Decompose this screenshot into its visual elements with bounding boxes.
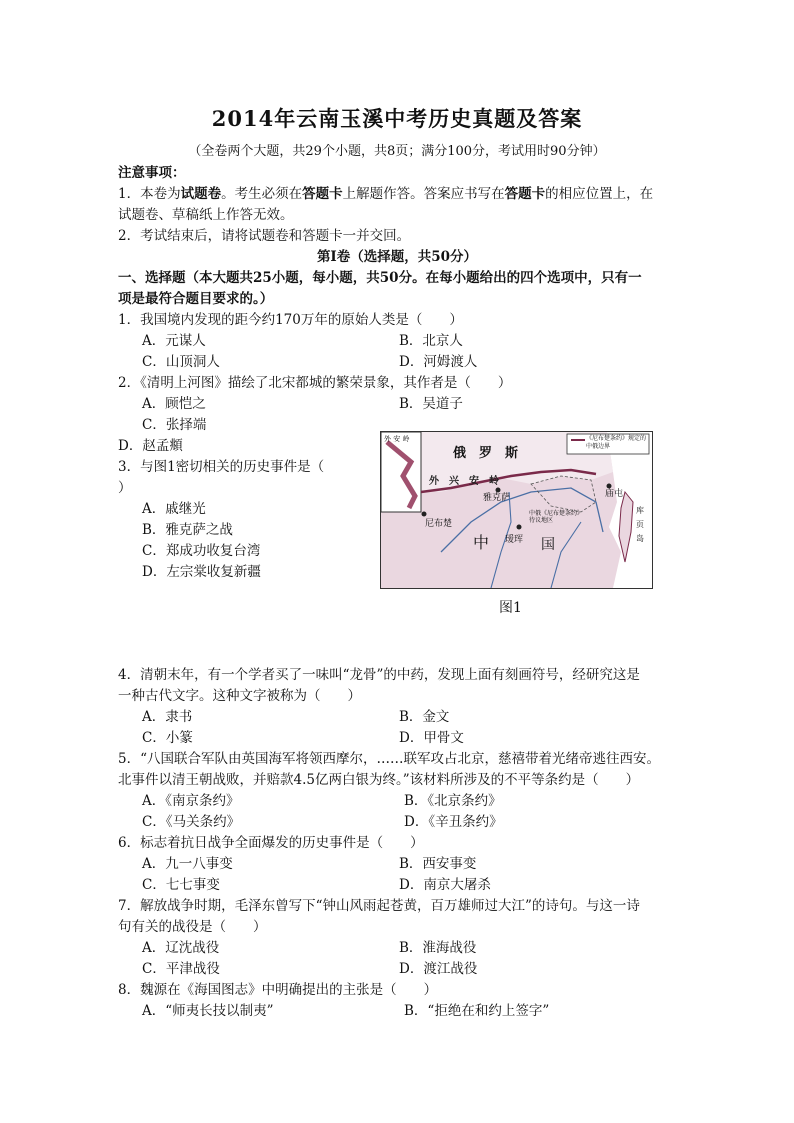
map-label-aihui: 瑷珲 <box>505 535 524 545</box>
q6-option-b: B．西安事变 <box>399 856 477 872</box>
q1-option-a: A．元谋人 <box>142 333 206 349</box>
q2-option-a: A．顾恺之 <box>142 396 206 412</box>
q5-option-d: D．《辛丑条约》 <box>404 814 503 830</box>
q6-option-a: A．九一八事变 <box>142 856 233 872</box>
page-title: 2014年云南玉溪中考历史真题及答案 <box>211 106 583 131</box>
q4-option-d: D．甲骨文 <box>399 730 464 746</box>
map-label-disputed: 中俄《尼布楚条约》待议地区 <box>529 510 581 524</box>
map-label-china-1: 中 <box>473 533 490 552</box>
q8-option-a: A．“师夷长技以制夷” <box>142 1003 274 1019</box>
q4-option-c: C．小篆 <box>142 730 193 746</box>
q3-option-a: A．戚继光 <box>142 501 206 517</box>
q2-option-c: C．张择端 <box>142 417 207 433</box>
figure-1-caption: 图1 <box>499 600 522 616</box>
map-label-russia: 俄 罗 斯 <box>453 446 519 461</box>
question-2: 2．《清明上河图》描绘了北宋都城的繁荣景象，其作者是（ ） <box>118 375 512 391</box>
map-label-china-2: 国 <box>541 537 555 553</box>
q5-option-c: C．《马关条约》 <box>142 814 241 830</box>
question-7-cont: 句有关的战役是（ ） <box>118 919 267 935</box>
notice-item-1: 1．本卷为试题卷。考生必须在答题卡上解题作答。答案应书写在答题卡的相应位置上，在 <box>118 186 654 202</box>
q2-option-b: B．吴道子 <box>399 396 463 412</box>
part-heading: 第Ⅰ卷（选择题，共50分） <box>316 249 478 265</box>
q1-option-d: D．河姆渡人 <box>399 354 478 370</box>
q1-option-c: C．山顶洞人 <box>142 354 220 370</box>
q3-option-d: D．左宗棠收复新疆 <box>142 564 261 580</box>
figure-1-map <box>380 431 653 589</box>
question-4-cont: 一种古代文字。这种文字被称为（ ） <box>118 688 361 704</box>
q8-option-b: B．“拒绝在和约上签字” <box>404 1003 550 1019</box>
map-label-inset: 外 安 岭 <box>384 435 410 443</box>
q7-option-d: D．渡江战役 <box>399 961 478 977</box>
section-heading-cont: 项是最符合题目要求的。） <box>118 291 274 307</box>
map-label-yaxsa: 雅克萨 <box>483 493 511 503</box>
question-4: 4．清朝末年，有一个学者买了一味叫“龙骨”的中药，发现上面有刻画符号，经研究这是 <box>118 667 640 683</box>
map-label-nerchinsk: 尼布楚 <box>425 519 453 529</box>
notice-item-1-cont: 试题卷、草稿纸上作答无效。 <box>118 207 294 223</box>
section-heading: 一、选择题（本大题共25小题，每小题，共50分。在每小题给出的四个选项中，只有一 <box>118 270 642 286</box>
q4-option-b: B．金文 <box>399 709 450 725</box>
question-1: 1．我国境内发现的距今约170万年的原始人类是（ ） <box>118 312 463 328</box>
q6-option-c: C．七七事变 <box>142 877 220 893</box>
question-3: 3．与图1密切相关的历史事件是（ <box>118 459 325 475</box>
question-8: 8．魏源在《海国图志》中明确提出的主张是（ ） <box>118 982 438 998</box>
notice-heading: 注意事项： <box>118 165 186 181</box>
exam-info: （全卷两个大题，共29个小题，共8页；满分100分，考试用时90分钟） <box>188 144 606 159</box>
q7-option-c: C．平津战役 <box>142 961 220 977</box>
q3-option-c: C．郑成功收复台湾 <box>142 543 261 559</box>
map-label-miaotun: 庙屯 <box>605 489 624 499</box>
q5-option-a: A．《南京条约》 <box>142 793 240 809</box>
q6-option-d: D．南京大屠杀 <box>399 877 491 893</box>
q5-option-b: B．《北京条约》 <box>404 793 502 809</box>
question-3-cont: ） <box>118 480 132 496</box>
map-label-kuye: 库页岛 <box>636 506 644 543</box>
map-label-waixing: 外 兴 安 岭 <box>429 476 499 487</box>
map-legend: 《尼布楚条约》规定的中俄边界 <box>586 435 647 450</box>
q3-option-b: B．雅克萨之战 <box>142 522 233 538</box>
question-5-cont: 北事件以清王朝战败，并赔款4.5亿两白银为终。”该材料所涉及的不平等条约是（ ） <box>118 772 640 788</box>
q2-option-d: D．赵孟頫 <box>118 438 183 454</box>
question-7: 7．解放战争时期，毛泽东曾写下“钟山风雨起苍黄，百万雄师过大江”的诗句。与这一诗 <box>118 898 640 914</box>
q7-option-a: A．辽沈战役 <box>142 940 220 956</box>
q1-option-b: B．北京人 <box>399 333 463 349</box>
question-6: 6．标志着抗日战争全面爆发的历史事件是（ ） <box>118 835 424 851</box>
notice-item-2: 2．考试结束后，请将试题卷和答题卡一并交回。 <box>118 228 411 244</box>
q7-option-b: B．淮海战役 <box>399 940 477 956</box>
question-5: 5．“八国联合军队由英国海军将领西摩尔，……联军攻占北京，慈禧带着光绪帝逃往西安。 <box>118 751 660 767</box>
q4-option-a: A．隶书 <box>142 709 193 725</box>
